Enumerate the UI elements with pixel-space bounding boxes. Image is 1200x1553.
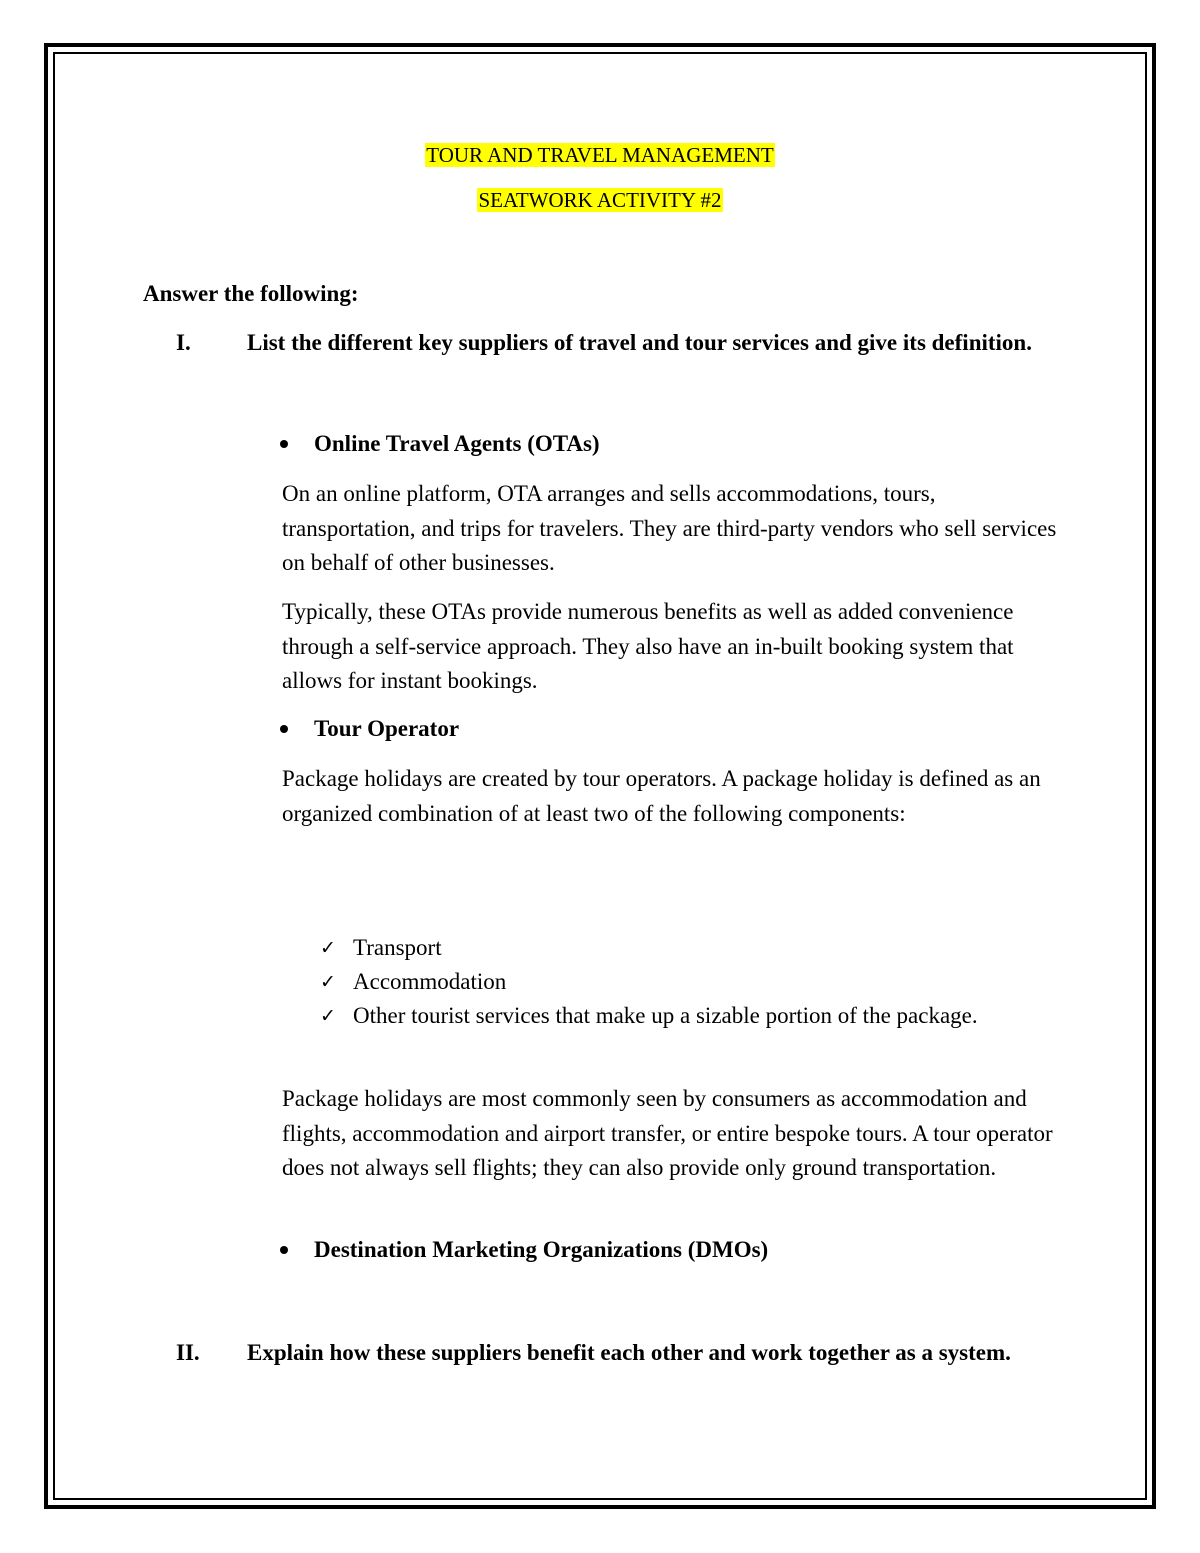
checkmark-icon: ✓	[320, 1005, 336, 1027]
document-subtitle	[0, 188, 1200, 213]
list-item	[318, 965, 1038, 999]
question-text: Explain how these suppliers benefit each other and work together as a system.	[247, 1340, 1011, 1365]
bullet-dot-icon	[280, 440, 288, 448]
list-item	[318, 999, 1038, 1033]
document-subtitle-text: SEATWORK ACTIVITY #2	[478, 188, 722, 212]
list-item	[318, 931, 1038, 965]
component-text: Transport	[353, 935, 442, 960]
supplier-paragraph: On an online platform, OTA arranges and sells accommodations, tours, transportation, and trips for travelers. They are third-party vendors who sell services on behalf of other businesses.	[282, 481, 1057, 575]
components-list	[318, 931, 1038, 1033]
component-text: Accommodation	[353, 969, 507, 994]
supplier-paragraph: Package holidays are most commonly seen by consumers as accommodation and flights, accommodation and airport transfer, or entire bespoke tours. A tour operator does not always sell flights; they can also provide only ground transportation.	[282, 1086, 1053, 1180]
supplier-name: Online Travel Agents (OTAs)	[314, 431, 600, 456]
bullet-dot-icon	[280, 725, 288, 733]
document-title	[0, 143, 1200, 168]
checkmark-icon: ✓	[320, 937, 336, 959]
question-number: I.	[176, 330, 191, 355]
instruction-heading: Answer the following:	[143, 281, 359, 306]
supplier-heading	[280, 716, 459, 742]
component-text: Other tourist services that make up a sizable portion of the package.	[353, 1003, 978, 1028]
supplier-name: Tour Operator	[314, 716, 460, 741]
supplier-paragraph: Package holidays are created by tour operators. A package holiday is defined as an organized combination of at least two of the following components:	[282, 766, 1041, 826]
question-text: List the different key suppliers of travel and tour services and give its definition.	[247, 330, 1032, 355]
bullet-dot-icon	[280, 1246, 288, 1254]
supplier-heading	[280, 1237, 768, 1263]
supplier-paragraph: Typically, these OTAs provide numerous benefits as well as added convenience through a self-service approach. They also have an in-built booking system that allows for instant bookings.	[282, 599, 1014, 693]
checkmark-icon: ✓	[320, 971, 336, 993]
supplier-name: Destination Marketing Organizations (DMOs)	[314, 1237, 769, 1262]
supplier-heading	[280, 431, 600, 457]
question-number: II.	[176, 1340, 200, 1365]
document-title-text: TOUR AND TRAVEL MANAGEMENT	[426, 143, 774, 167]
